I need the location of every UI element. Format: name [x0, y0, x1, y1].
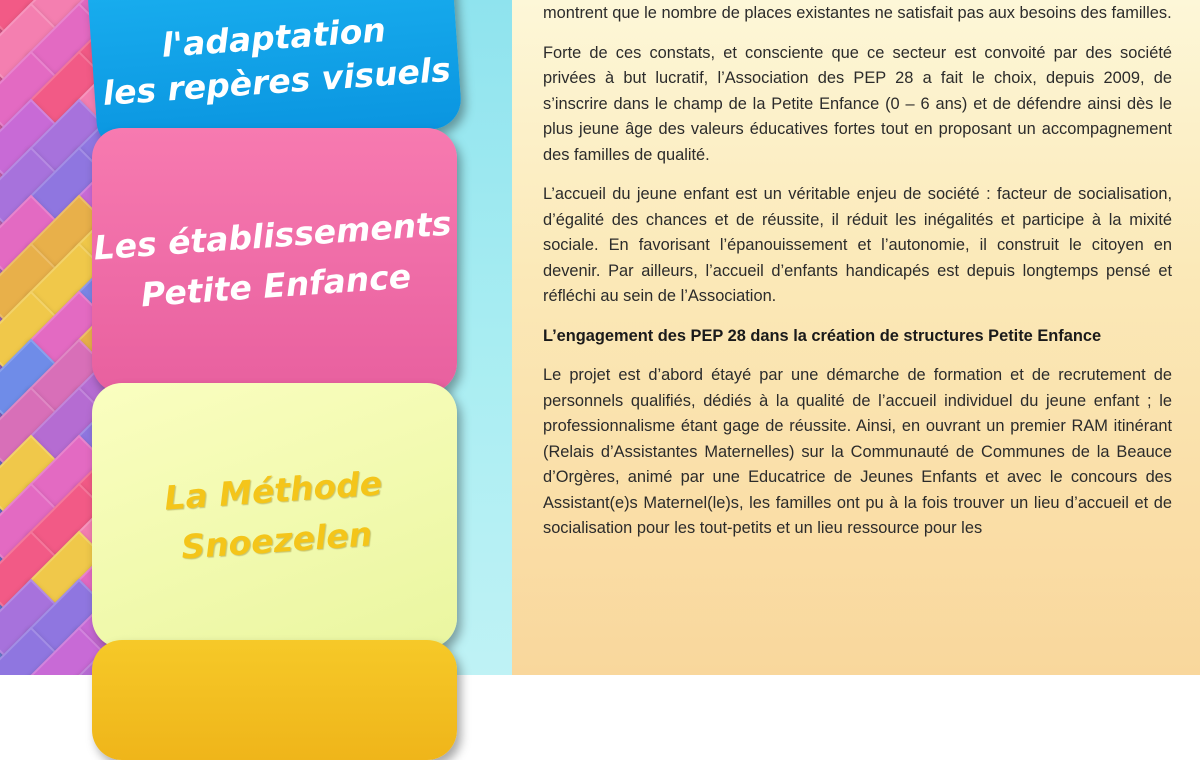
card-title-line: Les établissements — [92, 198, 453, 273]
article-heading: L’engagement des PEP 28 dans la création de structures Petite Enfance — [543, 324, 1172, 350]
card-title-line: Petite Enfance — [96, 248, 457, 323]
article-paragraph: Forte de ces constats, et consciente que ce secteur est convoité par des société privées à but lucratif, l’Association des PEP 28 a fait le choix, depuis 2009, de s’inscrire dans le champ de la Petite Enfance (0 – 6 ans) et de défendre ainsi dès le plus jeune âge des valeurs éducatives fortes tout en proposant un accompagnement des familles de qualité. — [543, 41, 1172, 169]
article-paragraph: montrent que le nombre de places existantes ne satisfait pas aux besoins des familles. — [543, 1, 1172, 27]
card-title-line: l'adaptation — [160, 8, 387, 68]
card-next[interactable] — [92, 640, 457, 760]
article-column — [512, 0, 1200, 675]
card-title-line: Snoezelen — [166, 508, 387, 573]
article-paragraph: Le projet est d’abord étayé par une démarche de formation et de recrutement de personnels qualifiés, dédiés à la qualité de l’accueil individuel du jeune enfant ; le professionnalisme étant gage de réussite. Ainsi, en ouvrant un premier RAM itinérant (Relais d’Assistantes Maternelles) sur la Communauté de Communes de la Beauce d’Orgères, animé par une Educatrice de Jeunes Enfants et avec le concours des Assistant(e)s Maternel(le)s, les familles ont pu à la fois trouver un lieu d’accueil et de socialisation pour les tout-petits et un lieu ressource pour les — [543, 363, 1172, 542]
card-etablissements-petite-enfance[interactable] — [92, 128, 457, 393]
card-title-line: La Méthode — [162, 458, 383, 523]
card-methode-snoezelen[interactable] — [92, 383, 457, 648]
card-title-line: les repères visuels — [101, 48, 452, 116]
article-paragraph: L’accueil du jeune enfant est un véritable enjeu de société : facteur de socialisation, d’égalité des chances et de réussite, il réduit les inégalités et participe à la mixité sociale. En favorisant l’épanouissement et l’autonomie, il construit le citoyen en devenir. Par ailleurs, l’accueil d’enfants handicapés est depuis longtemps pensé et réfléchi au sein de l’Association. — [543, 182, 1172, 310]
